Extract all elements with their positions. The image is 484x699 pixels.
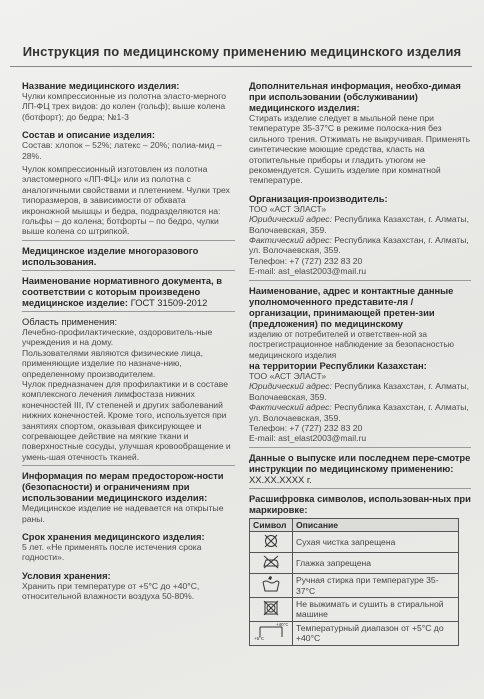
divider: [249, 447, 471, 448]
precautions-text: Медицинское изделие не надевается на открытые раны.: [22, 503, 224, 524]
section-heading-release: [249, 452, 471, 485]
composition-text: Состав: хлопок – 52%; латекс – 20%; полиа-мид – 28%.: [22, 140, 222, 161]
section-heading-name: Название медицинского изделия:: [22, 80, 180, 91]
authorized-name: ТОО «АСТ ЭЛАСТ»: [249, 370, 327, 381]
section-heading-composition: Состав и описание изделия:: [22, 129, 155, 141]
divider: [22, 311, 235, 312]
manufacturer-phone: Телефон: +7 (727) 232 83 20: [249, 255, 363, 266]
actual-address-label: Фактический адрес:: [249, 402, 332, 413]
no-iron-icon: [250, 553, 293, 574]
manufacturer-email: E-mail: ast_elast2003@mail.ru: [249, 266, 367, 277]
application-text-2: Пользователями являются физические лица, применяющие изделие по назначе-нию, определенному производителем.: [22, 347, 203, 379]
no-dry-clean-icon: [250, 532, 293, 553]
divider: [22, 240, 235, 241]
table-row: [250, 621, 459, 645]
section-heading-manufacturer: Организация-производитель:: [249, 192, 388, 204]
hand-wash-icon: [250, 574, 293, 598]
actual-address-value: Республика Казахстан, г. Алматы, ул. Волочаевская, 359.: [249, 235, 469, 256]
application-text-3: Чулок предназначен для профилактики и в составе комплексного лечения лимфостаза нижних конечностей III, IV степеней и других заболеваний нижних конечностей. Кроме того, используется при занятиях спортом, оказывая фиксирующее и согревающее действие на мягкие ткани и поверхностные сосуды, улучшая кровообращение и умень-шая отечность тканей.: [22, 378, 231, 462]
legal-address-label: Юридический адрес:: [249, 381, 332, 392]
legal-address-value: Республика Казахстан, г. Алматы, Волочаевская, 359.: [249, 381, 469, 402]
product-name-text: Чулки компрессионные из полотна эласто-мерного ЛП-ФЦ трех видов: до колен (гольф); выше колена (ботфорт); до бедра; №1-3: [22, 91, 226, 122]
col-description-header: Описание: [293, 518, 459, 531]
authorized-legal-address: [249, 381, 471, 402]
section-heading-application: Область применения:: [22, 315, 118, 327]
title-divider: [10, 66, 472, 67]
table-row: [250, 597, 459, 621]
temp-high-label: +40°С: [276, 622, 288, 627]
actual-address-label: Фактический адрес:: [249, 235, 332, 246]
normative-value: ГОСТ 31509-2012: [130, 296, 208, 308]
section-heading-symbols: Расшифровка символов, использован-ных при маркировке:: [249, 492, 471, 515]
symbol-description: Ручная стирка при температуре 35-37°С: [293, 574, 459, 598]
authorized-phone: Телефон: +7 (727) 232 83 20: [249, 422, 363, 433]
description-text: Чулок компрессионный изготовлен из полотна эластомерного «ЛП-ФЦ» или из полотна с аналогичными свойствами и плетением. Чулки трех типоразмеров, в зависимости от обхвата икроножной мышцы и бедра, подразделяются на: гольфы – до колена; ботфорты – по бедро, чулки выше колена со штрипкой.: [22, 164, 230, 237]
divider: [249, 488, 471, 489]
section-heading-storage: Условия хранения:: [22, 569, 111, 581]
manufacturer-legal-address: [249, 214, 471, 235]
col-symbol-header: Символ: [250, 518, 293, 531]
table-row: [250, 574, 459, 598]
normative-heading-text: Наименование нормативного документа, в соответствии с которым произведено медицинское изделие:: [22, 274, 223, 308]
authorized-actual-address: [249, 402, 471, 423]
table-row: [250, 553, 459, 574]
divider: [22, 270, 235, 271]
actual-address-value: Республика Казахстан, г. Алматы, ул. Волочаевская, 359.: [249, 402, 469, 423]
legal-address-label: Юридический адрес:: [249, 214, 332, 225]
temperature-range-icon: [250, 621, 293, 645]
manufacturer-name: ТОО «АСТ ЭЛАСТ»: [249, 203, 327, 214]
right-column: [249, 80, 471, 646]
manufacturer-actual-address: [249, 235, 471, 256]
symbols-table: [249, 518, 459, 646]
section-heading-authorized: Наименование, адрес и контактные данные уполномоченного представите-ля /организации, принимающей претен-зии (предложения) по медицинскому: [249, 284, 454, 329]
application-text-1: Лечебно-профилактические, оздоровитель-ные учреждения и на дому.: [22, 326, 213, 348]
section-heading-additional: Дополнительная информация, необхо-димая при использовании (обслуживании) медицинского изделия:: [249, 80, 461, 113]
section-heading-shelf-life: Срок хранения медицинского изделия:: [22, 530, 205, 542]
release-heading-text: Данные о выпуске или последнем пере-смотре инструкции по медицинскому применению:: [249, 451, 471, 474]
section-heading-precautions: Информация по мерам предосторож-ности (безопасности) и ограничениям при использовании медицинского изделия:: [22, 470, 224, 504]
authorized-email: E-mail: ast_elast2003@mail.ru: [249, 433, 367, 444]
section-heading-normative: [22, 275, 235, 308]
page-title: Инструкция по медицинскому применению медицинского изделия: [22, 44, 462, 59]
additional-text: Стирать изделие следует в мыльной пене при температуре 35-37°С в режиме полоска-ния без сильного трения. Отжимать не выкручивая. Применять синтетические моющие средства, класть на отопительные приборы и гладить утюгом не рекомендуется. Сушить изделие при комнатной температуре.: [249, 113, 471, 186]
divider: [22, 465, 235, 466]
storage-text: Хранить при температуре от +5°С до +40°С, относительной влажности воздуха 50-80%.: [22, 580, 200, 602]
authorized-territory-heading: на территории Республики Казахстан:: [249, 359, 427, 371]
table-row: [250, 532, 459, 553]
legal-address-value: Республика Казахстан, г. Алматы, Волочаевская, 359.: [249, 214, 469, 235]
symbol-description: Сухая чистка запрещена: [293, 532, 459, 553]
release-value: XX.XX.XXXX г.: [249, 473, 312, 485]
authorized-text: изделию от потребителей и ответствен-ной за пострегистрационное наблюдение за безопасностью медицинского изделия: [249, 328, 454, 360]
symbols-table-header: [250, 518, 459, 531]
temp-low-label: +5°С: [254, 635, 265, 641]
left-column: [22, 80, 235, 602]
symbol-description: Температурный диапазон от +5°С до +40°С: [293, 621, 459, 645]
reusable-note: Медицинское изделие многоразового использования.: [22, 244, 199, 267]
symbol-description: Не выжимать и сушить в стиральной машине: [293, 597, 459, 621]
shelf-life-text: 5 лет. «Не применять после истечения срока годности».: [22, 541, 202, 563]
divider: [249, 280, 471, 281]
symbol-description: Глажка запрещена: [293, 553, 459, 574]
no-wring-no-machine-dry-icon: [250, 597, 293, 621]
